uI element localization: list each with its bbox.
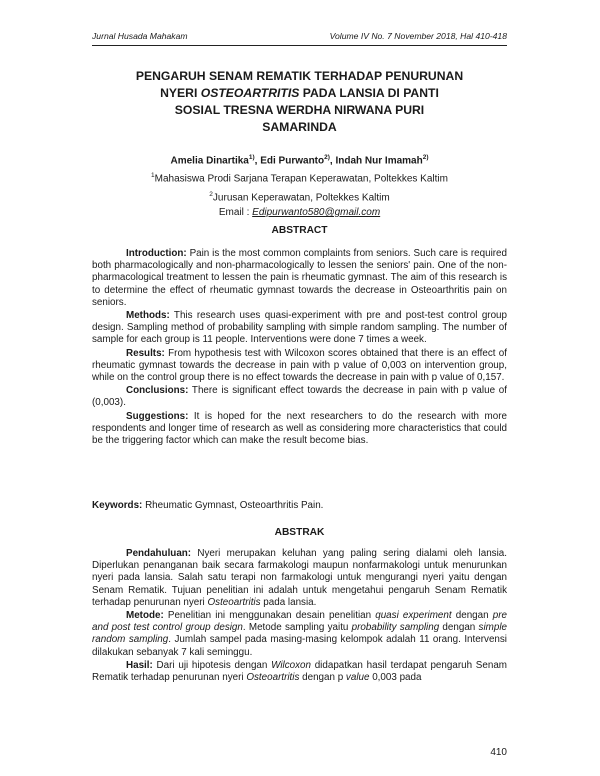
- abstrak-hasil: Hasil: Dari uji hipotesis dengan Wilcoxon didapatkan hasil terdapat pengaruh Senam Rematik terhadap penurunan nyeri Osteoartritis dengan p value 0,003 pada: [92, 659, 507, 684]
- title-line-3: SOSIAL TRESNA WERDHA NIRWANA PURI: [174, 103, 425, 117]
- abstract-methods: Methods: This research uses quasi-experiment with pre and post-test control group design. Sampling method of probability sampling with simple random sampling. The number of sample for each group is 11 people. Interventions were done 7 times a week.: [92, 310, 507, 346]
- author-block: [92, 150, 507, 220]
- abstrak-pendahuluan: Pendahuluan: Nyeri merupakan keluhan yang paling sering dialami oleh lansia. Diperlukan penanganan baik secara farmakologi maupun nonfarmakologi untuk menurunkan nyeri pada lansia. Salah satu terapi non farmakologi untuk mengurangi nyeri yaitu dengan Senam Rematik. Tujuan penelitian ini adalah untuk mengetahui pengaruh Senam Rematik terhadap penurunan nyeri Osteoartritis pada lansia.: [92, 548, 507, 608]
- abstract-results: Results: From hypothesis test with Wilcoxon scores obtained that there is an effect of rheumatic gymnast towards the decrease in pain with p value of 0,003 on intervention group, while on the control group there is no effect towards the decrease in pain with p value of 0,157.: [92, 347, 507, 384]
- paper-title: [92, 68, 507, 136]
- affiliation-1: $^1$Mahasiswa Prodi Sarjana Terapan Keperawatan, Poltekkes Kaltim: [151, 172, 448, 185]
- keywords: Keywords: Rheumatic Gymnast, Osteoarthritis Pain.: [92, 500, 324, 511]
- abstrak-heading: ABSTRAK: [274, 527, 325, 538]
- email-line: Email : Edipurwanto580@gmail.com: [218, 206, 381, 218]
- running-header: [92, 31, 507, 46]
- author-names: Amelia Dinartika$^{1)}$, Edi Purwanto$^{2)}$, Indah Nur Imamah$^{2)}$: [170, 154, 429, 167]
- abstract-body: [92, 248, 507, 447]
- email-link[interactable]: Edipurwanto580@gmail.com: [252, 206, 381, 218]
- title-line-1: PENGARUH SENAM REMATIK TERHADAP PENURUNAN: [135, 69, 464, 83]
- abstrak-body: [92, 548, 507, 684]
- abstrak-metode: Metode: Penelitian ini menggunakan desain penelitian quasi experiment dengan pre and post test control group design. Metode sampling yaitu probability sampling dengan simple random sampling. Jumlah sampel pada masing-masing kelompok adalah 11 orang. Intervensi dilakukan sebanyak 7 kali seminggu.: [92, 610, 507, 658]
- title-line-2: NYERI OSTEOARTRITIS PADA LANSIA DI PANTI: [160, 86, 439, 100]
- abstract-conclusions: Conclusions: There is significant effect towards the decrease in pain with p value of (0,003).: [92, 385, 507, 409]
- abstract-suggestions: Suggestions: It is hoped for the next researchers to do the research with more respondents and longer time of research as well as considering more characteristics that could be the triggering factor which can make the result become bias.: [92, 410, 507, 447]
- journal-name: Jurnal Husada Mahakam: [92, 31, 188, 41]
- affiliation-2: $^2$Jurusan Keperawatan, Poltekkes Kaltim: [209, 190, 390, 203]
- page-number: 410: [490, 747, 507, 758]
- title-line-4: SAMARINDA: [262, 120, 337, 134]
- abstract-heading: ABSTRACT: [271, 225, 328, 236]
- abstract-introduction: Introduction: Pain is the most common complaints from seniors. Such care is required both pharmacologically and non-pharmacologically to lessen the seniors' pain. One of the non-pharmacological treatment to lessen the pain is rheumatic gymnast. The aim of this research is to determine the effect of rheumatic gymnast towards the decrease in Osteoarthritis pain on seniors.: [92, 248, 507, 308]
- volume-info: Volume IV No. 7 November 2018, Hal 410-418: [329, 31, 507, 41]
